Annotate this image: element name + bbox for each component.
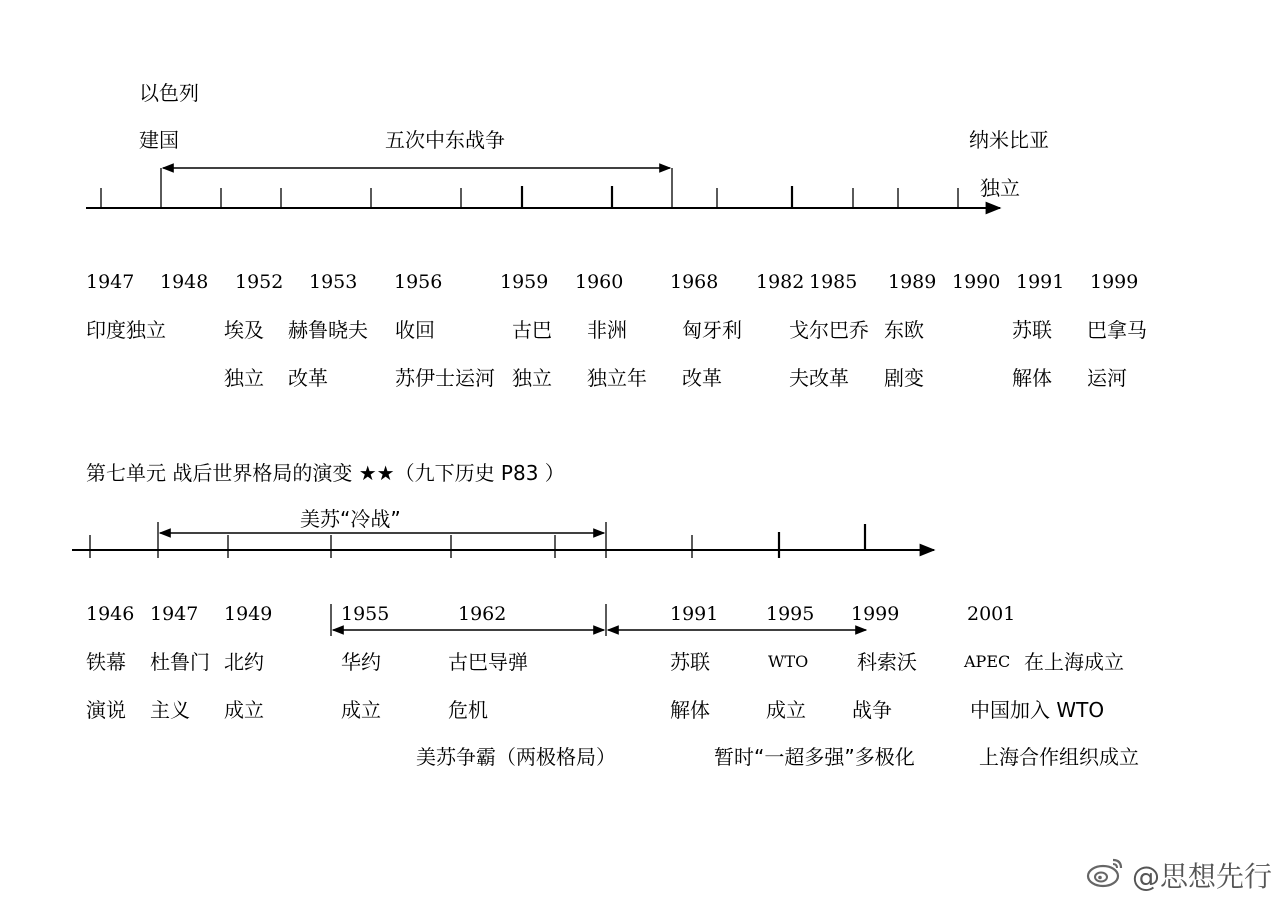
- event-label: 独立: [224, 366, 264, 390]
- year-label: 1955: [341, 603, 390, 625]
- event-label: 杜鲁门: [150, 650, 210, 674]
- event-label: 中国加入 WTO: [970, 698, 1105, 722]
- year-label: 1991: [1016, 271, 1065, 293]
- event-label: 赫鲁晓夫: [288, 318, 368, 342]
- event-label: 北约: [224, 650, 264, 674]
- event-label: 埃及: [224, 318, 264, 342]
- year-label: 1948: [160, 271, 209, 293]
- year-label: 1982: [756, 271, 805, 293]
- event-label: 收回: [395, 318, 435, 342]
- event-label: 铁幕: [86, 650, 126, 674]
- event-label: 主义: [150, 698, 190, 722]
- event-label: 印度独立: [86, 318, 166, 342]
- year-label: 1991: [670, 603, 719, 625]
- sco-label: 上海合作组织成立: [979, 745, 1139, 769]
- event-label: 成立: [766, 698, 806, 722]
- cold-war-label: 美苏“冷战”: [300, 507, 401, 531]
- event-label: 苏联: [670, 650, 710, 674]
- event-label: 华约: [341, 650, 381, 674]
- event-label: 独立年: [587, 366, 647, 390]
- event-label: 演说: [86, 698, 126, 722]
- year-label: 1952: [235, 271, 284, 293]
- section-heading: 第七单元 战后世界格局的演变 ★★（九下历史 P83 ）: [86, 461, 565, 485]
- event-label: 科索沃: [857, 650, 917, 674]
- watermark: [1086, 855, 1272, 895]
- event-label: 剧变: [884, 366, 924, 390]
- event-label: 匈牙利: [682, 318, 742, 342]
- year-label: 1947: [86, 271, 135, 293]
- event-label: 解体: [1012, 366, 1052, 390]
- year-label: 1995: [766, 603, 815, 625]
- event-label: 在上海成立: [1024, 650, 1124, 674]
- year-label: 1990: [952, 271, 1001, 293]
- event-label: APEC: [964, 652, 1011, 671]
- year-label: 1960: [575, 271, 624, 293]
- bipolar-period-label: 美苏争霸（两极格局）: [416, 745, 616, 769]
- timeline2-ticks: [90, 522, 865, 558]
- year-label: 1968: [670, 271, 719, 293]
- namibia-label-line2: 独立: [980, 176, 1020, 200]
- watermark-text: @思想先行: [1132, 860, 1273, 893]
- event-label: 成立: [224, 698, 264, 722]
- event-label: 戈尔巴乔: [789, 318, 869, 342]
- event-label: 古巴: [512, 318, 552, 342]
- year-label: 2001: [967, 603, 1016, 625]
- event-label: 苏联: [1012, 318, 1052, 342]
- event-label: 古巴导弹: [448, 650, 528, 674]
- weibo-icon: [1086, 855, 1126, 896]
- event-label: 巴拿马: [1087, 318, 1147, 342]
- event-label: 战争: [852, 698, 892, 722]
- year-label: 1947: [150, 603, 199, 625]
- year-label: 1985: [809, 271, 858, 293]
- year-label: 1953: [309, 271, 358, 293]
- event-label: 解体: [670, 698, 710, 722]
- israel-label-line2: 建国: [139, 128, 179, 152]
- event-label: 东欧: [884, 318, 924, 342]
- year-label: 1962: [458, 603, 507, 625]
- timeline1-ticks: [101, 168, 958, 208]
- israel-label-line1: 以色列: [139, 81, 199, 105]
- year-label: 1999: [851, 603, 900, 625]
- mideast-wars-label: 五次中东战争: [385, 128, 505, 152]
- year-label: 1949: [224, 603, 273, 625]
- year-label: 1959: [500, 271, 549, 293]
- year-label: 1946: [86, 603, 135, 625]
- event-label: 改革: [288, 366, 328, 390]
- year-label: 1956: [394, 271, 443, 293]
- event-label: 危机: [448, 698, 488, 722]
- namibia-label-line1: 纳米比亚: [969, 128, 1049, 152]
- event-label: 改革: [682, 366, 722, 390]
- year-label: 1989: [888, 271, 937, 293]
- event-label: 运河: [1087, 366, 1127, 390]
- event-label: 非洲: [587, 318, 627, 342]
- event-label: WTO: [768, 652, 809, 671]
- event-label: 夫改革: [789, 366, 849, 390]
- year-label: 1999: [1090, 271, 1139, 293]
- multipolar-period-label: 暂时“一超多强”多极化: [714, 745, 915, 769]
- event-label: 苏伊士运河: [395, 366, 495, 390]
- event-label: 独立: [512, 366, 552, 390]
- event-label: 成立: [341, 698, 381, 722]
